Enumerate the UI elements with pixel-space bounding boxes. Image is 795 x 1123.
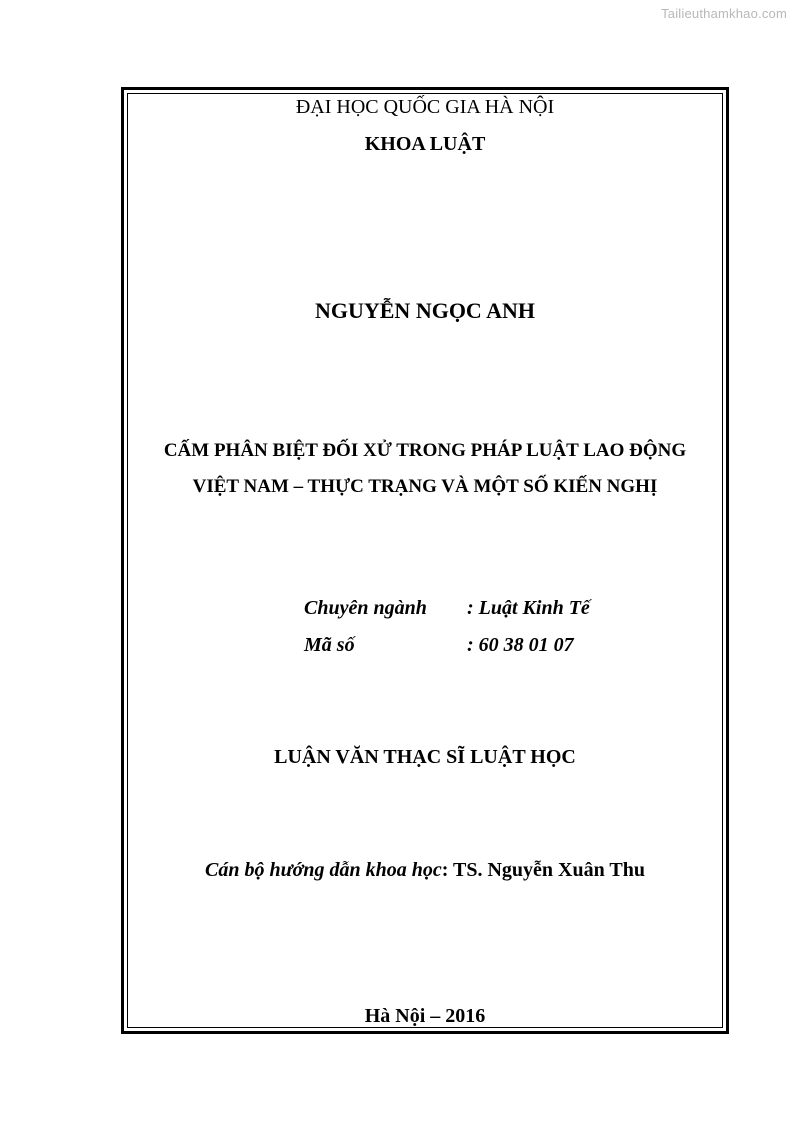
faculty-name: KHOA LUẬT — [364, 133, 486, 155]
thesis-title-line-2: VIỆT NAM – THỰC TRẠNG VÀ MỘT SỐ KIẾN NGHỊ — [192, 476, 658, 497]
specialization-label: Chuyên ngành — [304, 597, 427, 619]
supervisor-label: Cán bộ hướng dẫn khoa học — [205, 859, 442, 881]
supervisor-separator: : — [441, 859, 454, 881]
code-label: Mã số — [304, 634, 355, 656]
watermark-text: Tailieuthamkhao.com — [661, 6, 787, 21]
code-value: : 60 38 01 07 — [467, 634, 574, 656]
place-date: Hà Nội – 2016 — [364, 1005, 486, 1027]
degree-title: LUẬN VĂN THẠC SĨ LUẬT HỌC — [274, 746, 576, 768]
supervisor-line — [127, 859, 723, 882]
page-border-inner — [127, 93, 723, 1028]
specialization-value: : Luật Kinh Tế — [467, 597, 590, 619]
supervisor-name: TS. Nguyễn Xuân Thu — [453, 859, 645, 881]
author-name: NGUYỄN NGỌC ANH — [314, 298, 535, 323]
thesis-title-line-1: CẤM PHÂN BIỆT ĐỐI XỬ TRONG PHÁP LUẬT LAO ĐỘNG — [163, 440, 687, 461]
university-name: ĐẠI HỌC QUỐC GIA HÀ NỘI — [295, 96, 555, 118]
